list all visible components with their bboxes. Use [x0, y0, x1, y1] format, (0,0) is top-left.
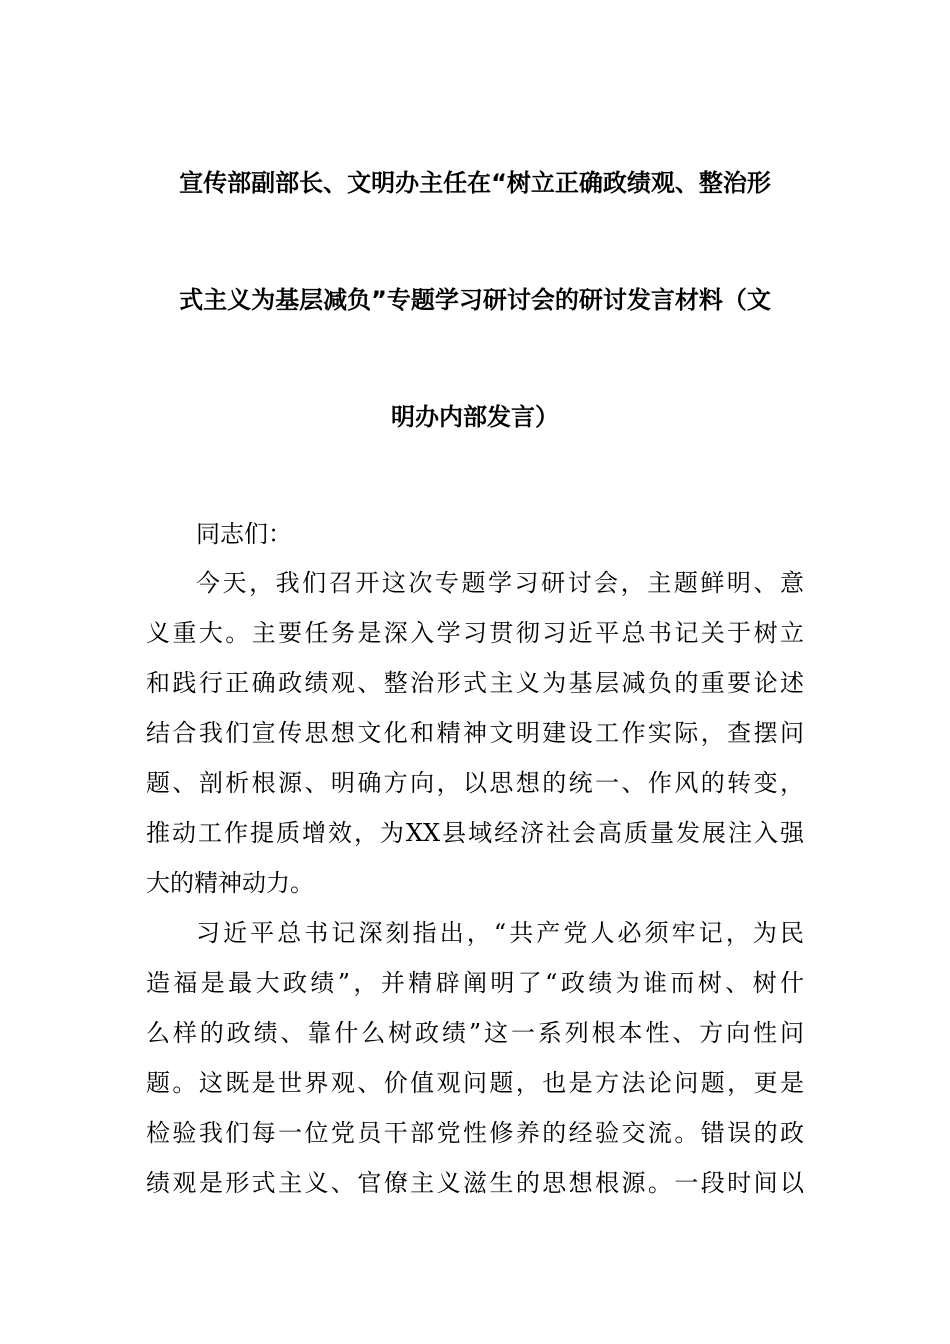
paragraph-1-line-7: 大的精神动力。: [146, 869, 314, 897]
paragraph-2-line-6: 绩观是形式主义、官僚主义滋生的思想根源。一段时间以: [146, 1169, 804, 1197]
paragraph-2-line-4: 题。这既是世界观、价值观问题，也是方法论问题，更是: [146, 1069, 804, 1097]
paragraph-2-line-2: 造福是最大政绩”，并精辟阐明了“政绩为谁而树、树什: [146, 969, 804, 997]
paragraph-1-line-1: 今天，我们召开这次专题学习研讨会，主题鲜明、意: [196, 569, 804, 597]
salutation: 同志们：: [196, 520, 292, 548]
paragraph-1-line-2: 义重大。主要任务是深入学习贯彻习近平总书记关于树立: [146, 619, 804, 647]
title-line-1: 宣传部副部长、文明办主任在“树立正确政绩观、整治形: [179, 169, 771, 197]
paragraph-1-line-4: 结合我们宣传思想文化和精神文明建设工作实际，查摆问: [146, 719, 804, 747]
paragraph-2-line-1: 习近平总书记深刻指出，“共产党人必须牢记，为民: [196, 919, 804, 947]
paragraph-2-line-5: 检验我们每一位党员干部党性修养的经验交流。错误的政: [146, 1119, 804, 1147]
paragraph-1-line-5: 题、剖析根源、明确方向，以思想的统一、作风的转变，: [146, 769, 804, 797]
paragraph-1-line-3: 和践行正确政绩观、整治形式主义为基层减负的重要论述: [146, 669, 804, 697]
paragraph-2-line-3: 么样的政绩、靠什么树政绩”这一系列根本性、方向性问: [146, 1019, 804, 1047]
title-line-3: 明办内部发言）: [391, 403, 559, 431]
title-line-2: 式主义为基层减负”专题学习研讨会的研讨发言材料（文: [179, 286, 771, 314]
paragraph-1-line-6: 推动工作提质增效，为XX县域经济社会高质量发展注入强: [146, 819, 804, 847]
